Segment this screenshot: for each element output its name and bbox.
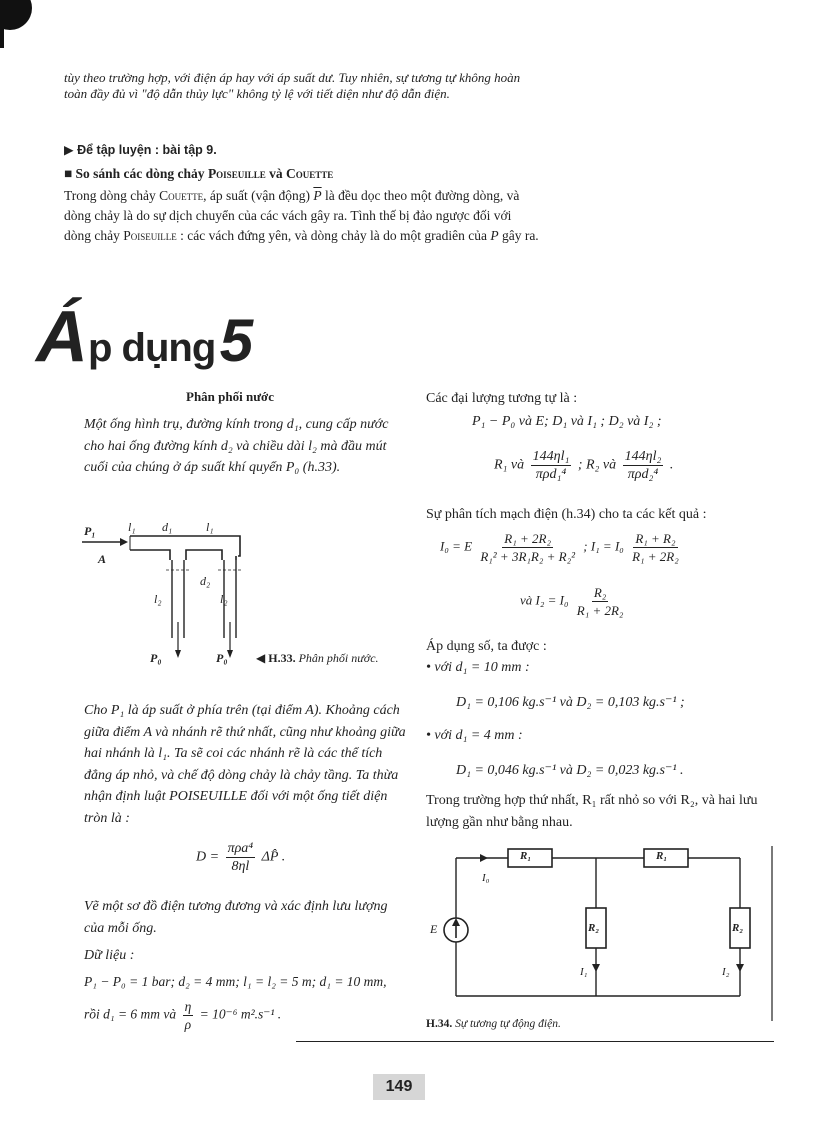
conclusion: Trong trường hợp thứ nhất, R₁ rất nhỏ so với R₂, và hai lưu lượng gần như bằng nhau. (426, 793, 758, 830)
fig33-label-l1b: l₁ (206, 520, 214, 534)
practice-line: ▶ Để tập luyện : bài tập 9. (64, 143, 217, 157)
analog-line-1: P₁ − P₀ và E; D₁ và I₁ ; D₂ và I₂ ; (472, 414, 662, 429)
main-pipe-bottom (130, 550, 236, 560)
corner-bar (0, 20, 4, 48)
result-2: D₁ = 0,046 kg.s⁻¹ và D₂ = 0,023 kg.s⁻¹ . (456, 763, 684, 778)
intro-paragraph: tùy theo trường hợp, với điện áp hay với áp suất dư. Tuy nhiên, sự tương tự không hoàn toàn đầy đủ vì "độ dẫn thủy lực" không tỷ lệ với tiết diện như độ dẫn điện. (64, 70, 521, 101)
data-line-2: rồi d₁ = 6 mm và $\frac{\eta}{\rho}$ = 10⁻⁶ m².s⁻¹ . (84, 999, 282, 1032)
result-1: D₁ = 0,106 kg.s⁻¹ và D₂ = 0,103 kg.s⁻¹ ; (456, 695, 685, 710)
fig34-label-r1a: R₁ (520, 850, 532, 862)
corner-stamp (0, 0, 32, 30)
figure-33-caption: ◀ H.33. Phân phối nước. (256, 651, 379, 665)
compare-heading: ■ So sánh các dòng chảy Poiseuille và Couette (64, 166, 334, 181)
data-label: Dữ liệu : (84, 948, 135, 963)
bottom-rule (296, 1041, 774, 1042)
fig33-label-d2: d₂ (200, 574, 211, 588)
analog-intro: Các đại lượng tương tự là : (426, 391, 578, 406)
fig33-label-l1a: l₁ (128, 520, 136, 534)
case-2: • với d₁ = 4 mm : (426, 728, 523, 743)
fig33-label-l2b: l₂ (220, 592, 228, 606)
fig34-label-e: E (430, 922, 438, 936)
fig33-label-p0a: P₀ (150, 651, 162, 665)
fig34-label-i0: I₀ (482, 872, 490, 884)
main-pipe-top (130, 536, 240, 556)
fig34-label-r2a: R₂ (588, 922, 600, 934)
figure-34-circuit (420, 846, 780, 1021)
current-arrow-i0 (480, 854, 488, 862)
equation-i0-i1: I₀ = E $\frac{\text{R₁ + 2R₂}}{\text{R₁² + 3R₁R₂ + R₂²}}$ ; I₁ = I₀ $\frac{\text{R₁ + R₂}}{\text{R₁ + 2R₂}}$ (440, 531, 679, 564)
fig33-label-l2a: l₂ (154, 592, 162, 606)
fig34-label-i2: I₂ (722, 966, 730, 978)
analog-line-2: R₁ và $\frac{\text{144ηl₁}}{\text{πρd₁⁴}}$ ; R₂ và $\frac{\text{144ηl₂}}{\text{πρd₂⁴}}$ . (494, 449, 674, 482)
square-icon: ■ (64, 166, 76, 181)
fig33-label-p1: P₁ (84, 524, 96, 538)
play-icon: ▶ (64, 143, 78, 157)
equation-i2: và I₂ = I₀ $\frac{\text{R₂}}{\text{R₁ + 2R₂}}$ (520, 585, 624, 618)
left-heading: Phân phối nước (186, 389, 274, 404)
compare-paragraph: Trong dòng chảy Couette, áp suất (vận động) $\overline{P}$ là đều dọc theo một đường dòng, và dòng chảy là do sự dịch chuyển của các vách gây ra. Tình thế bị đảo ngược đối với dòng chảy Poiseuille : các vách đứng yên, và dòng chảy là do một gradiên của P gây ra. (64, 188, 539, 243)
fig34-label-r1b: R₁ (656, 850, 668, 862)
fig33-label-p0b: P₀ (216, 651, 228, 665)
fig34-label-i1: I₁ (580, 966, 588, 978)
triangle-left-icon: ◀ (256, 651, 269, 665)
section-title: Áp dụng 5 (36, 297, 254, 377)
arrow-head-icon (120, 538, 128, 546)
current-arrow-i1 (592, 964, 600, 972)
numeric-intro: Áp dụng số, ta được : (426, 639, 547, 654)
fig33-label-d1: d₁ (162, 520, 173, 534)
paragraph-2: Cho P₁ là áp suất ở phía trên (tại điểm A). Khoảng cách giữa điểm A và nhánh rẽ thứ nhất, cũng như khoảng giữa hai nhánh là l₁. Ta sẽ coi các nhánh rẽ là các thể tích đẳng áp nhỏ, và chế độ dòng chảy là chảy tầng. Ta thừa nhận định luật POISEUILLE đối với một ống tiết diện tròn là : (84, 703, 406, 826)
figure-34-caption: H.34. Sự tương tự động điện. (426, 1018, 561, 1030)
page-number: 149 (373, 1074, 425, 1100)
case-1: • với d₁ = 10 mm : (426, 660, 530, 675)
analysis-line: Sự phân tích mạch điện (h.34) cho ta các kết quả : (426, 507, 707, 522)
task-statement: Vẽ một sơ đồ điện tương đương và xác định lưu lượng của mỗi ống. (84, 899, 388, 936)
data-line-1: P₁ − P₀ = 1 bar; d₂ = 4 mm; l₁ = l₂ = 5 m; d₁ = 10 mm, (84, 974, 387, 989)
fig34-label-r2b: R₂ (732, 922, 744, 934)
fig33-label-a: A (98, 552, 107, 566)
current-arrow-i2 (736, 964, 744, 972)
problem-statement: Một ống hình trụ, đường kính trong d₁, cung cấp nước cho hai ống đường kính d₂ và chiều dài l₂ mà đầu mút cuối của chúng ở áp suất khí quyển P₀ (h.33). (84, 417, 389, 475)
poiseuille-law: D = $\frac{\text{πρa⁴}}{8\eta l}$ ΔP̂ . (196, 841, 286, 874)
